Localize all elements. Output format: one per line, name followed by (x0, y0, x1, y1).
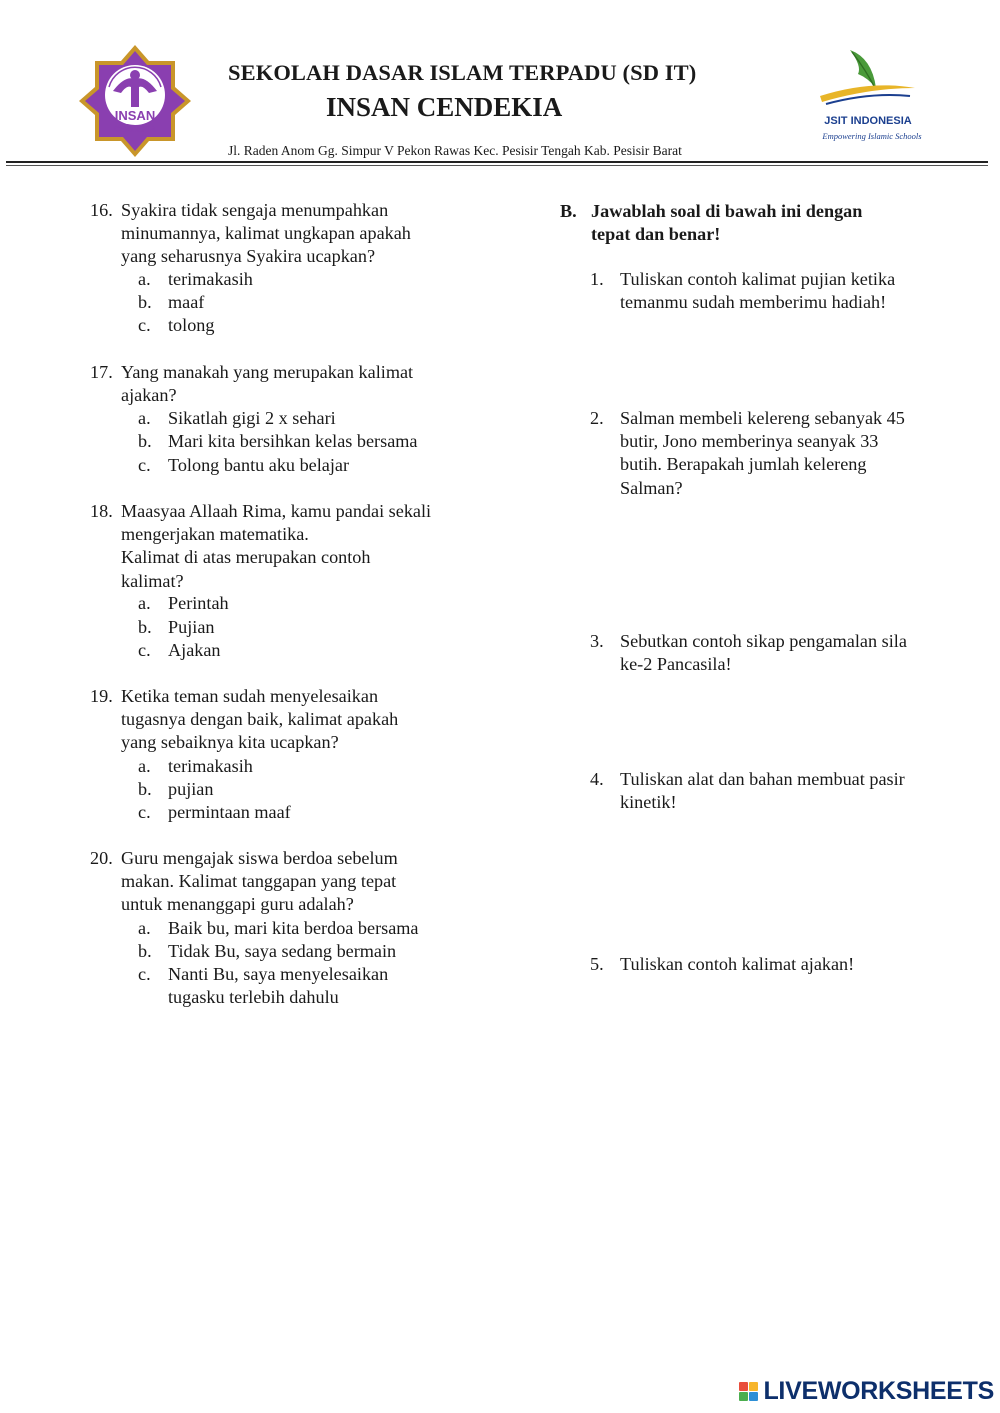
question-text-line: Salman? (620, 477, 683, 498)
question-number: 17. (90, 362, 113, 382)
option-letter: b. (138, 617, 152, 637)
question-text-line: makan. Kalimat tanggapan yang tepat (121, 871, 397, 892)
jsit-logo-title: JSIT INDONESIA (824, 115, 912, 127)
option-text: Mari kita bersihkan kelas bersama (168, 431, 418, 451)
liveworksheets-watermark (739, 1377, 994, 1406)
question-text-line: Tuliskan contoh kalimat ajakan! (620, 954, 855, 974)
jsit-logo-tagline: Empowering Islamic Schools (822, 131, 922, 141)
liveworksheets-icon (739, 1382, 758, 1401)
question-number: 19. (90, 686, 113, 706)
option-letter: c. (138, 315, 151, 335)
option-letter: a. (138, 408, 151, 428)
option-letter: a. (138, 756, 151, 776)
swoosh-icon (820, 85, 915, 102)
option-letter: b. (138, 779, 152, 799)
option-letter: b. (138, 292, 152, 312)
question-text-line: minumannya, kalimat ungkapan apakah (121, 223, 411, 244)
question-text-line: Tuliskan alat dan bahan membuat pasir (620, 769, 905, 789)
question-number: 5. (590, 954, 604, 974)
question-text-line: ke-2 Pancasila! (620, 654, 732, 675)
school-name-line1: SEKOLAH DASAR ISLAM TERPADU (SD IT) (228, 60, 697, 85)
option-letter: b. (138, 941, 152, 961)
logo-text-line2: CENDEKIA (114, 125, 156, 134)
option-text: Tolong bantu aku belajar (168, 455, 350, 475)
question-text-line: Kalimat di atas merupakan contoh (121, 547, 371, 568)
option-letter: b. (138, 431, 152, 451)
question-text-line: Ketika teman sudah menyelesaikan (121, 686, 379, 706)
option-text: Pujian (168, 617, 215, 637)
option-letter: a. (138, 593, 151, 613)
logo-text-line1: INSAN (114, 108, 156, 123)
option-letter: c. (138, 455, 151, 475)
section-instruction-line: tepat dan benar! (591, 224, 721, 245)
header-divider-thick (6, 161, 988, 163)
question-text-line: ajakan? (121, 385, 177, 406)
option-letter: a. (138, 918, 151, 938)
question-text-line: Sebutkan contoh sikap pengamalan sila (620, 631, 907, 651)
jsit-logo (810, 44, 935, 149)
option-text: Baik bu, mari kita berdoa bersama (168, 918, 419, 938)
option-text: tolong (168, 315, 215, 335)
option-letter: c. (138, 964, 151, 984)
option-text: Tidak Bu, saya sedang bermain (168, 941, 397, 961)
question-text-line: kinetik! (620, 792, 677, 813)
option-text: Nanti Bu, saya menyelesaikan (168, 964, 389, 984)
question-number: 1. (590, 269, 604, 289)
question-text-line: butir, Jono memberinya seanyak 33 (620, 431, 879, 452)
question-text-line: yang sebaiknya kita ucapkan? (121, 732, 339, 753)
option-text: tugasku terlebih dahulu (168, 987, 339, 1008)
school-logo (78, 44, 192, 158)
option-text: pujian (168, 779, 214, 799)
question-text-line: mengerjakan matematika. (121, 524, 309, 545)
option-letter: c. (138, 640, 151, 660)
option-text: maaf (168, 292, 205, 312)
question-text-line: butih. Berapakah jumlah kelereng (620, 454, 867, 475)
liveworksheets-brand: LIVEWORKSHEETS (763, 1377, 994, 1405)
question-text-line: Salman membeli kelereng sebanyak 45 (620, 408, 905, 428)
option-text: terimakasih (168, 269, 253, 289)
question-number: 16. (90, 200, 113, 220)
option-text: terimakasih (168, 756, 253, 776)
option-letter: a. (138, 269, 151, 289)
question-text-line: kalimat? (121, 570, 184, 591)
option-text: permintaan maaf (168, 802, 291, 822)
question-text-line: Syakira tidak sengaja menumpahkan (121, 200, 389, 220)
header-divider-thin (6, 165, 988, 166)
question-number: 18. (90, 501, 113, 521)
question-text-line: yang seharusnya Syakira ucapkan? (121, 246, 376, 267)
question-text-line: temanmu sudah memberimu hadiah! (620, 292, 887, 313)
option-letter: c. (138, 802, 151, 822)
question-text-line: untuk menanggapi guru adalah? (121, 894, 354, 915)
question-text-line: Guru mengajak siswa berdoa sebelum (121, 848, 398, 868)
question-text-line: tugasnya dengan baik, kalimat apakah (121, 709, 399, 730)
school-name-line2: INSAN CENDEKIA (326, 92, 563, 122)
question-number: 4. (590, 769, 604, 789)
option-text: Ajakan (168, 640, 221, 660)
question-text-line: Tuliskan contoh kalimat pujian ketika (620, 269, 896, 289)
school-address: Jl. Raden Anom Gg. Simpur V Pekon Rawas Kec. Pesisir Tengah Kab. Pesisir Barat (228, 143, 682, 158)
option-text: Sikatlah gigi 2 x sehari (168, 408, 336, 428)
question-number: 2. (590, 408, 604, 428)
question-number: 3. (590, 631, 604, 651)
section-instruction-line: Jawablah soal di bawah ini dengan (591, 201, 863, 221)
question-text-line: Maasyaa Allaah Rima, kamu pandai sekali (121, 501, 432, 521)
question-text-line: Yang manakah yang merupakan kalimat (121, 362, 414, 382)
question-number: 20. (90, 848, 113, 868)
option-text: Perintah (168, 593, 229, 613)
section-letter: B. (560, 201, 577, 221)
